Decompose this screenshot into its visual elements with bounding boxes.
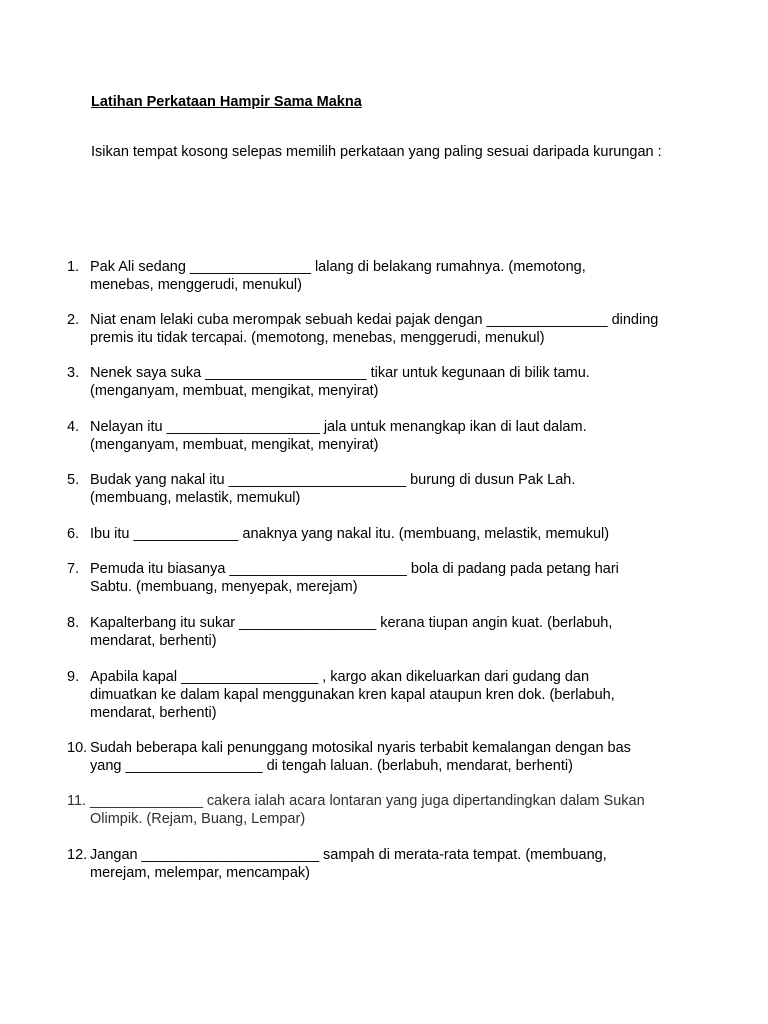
question-line: merejam, melempar, mencampak): [90, 865, 310, 881]
question-item: [67, 525, 707, 543]
question-item: [67, 792, 707, 828]
question-line: Niat enam lelaki cuba merompak sebuah kedai pajak dengan _______________ dinding: [90, 312, 659, 328]
question-text: [90, 418, 707, 454]
question-number: 10.: [67, 740, 88, 756]
question-line: Sudah beberapa kali penunggang motosikal nyaris terbabit kemalangan dengan bas: [90, 740, 631, 756]
question-item: [67, 739, 707, 775]
question-item: [67, 311, 707, 347]
question-line: menebas, menggerudi, menukul): [90, 277, 302, 293]
question-line: Ibu itu _____________ anaknya yang nakal itu. (membuang, melastik, memukul): [90, 526, 610, 542]
question-text: [90, 792, 707, 828]
question-line: Sabtu. (membuang, menyepak, merejam): [90, 579, 358, 595]
question-line: Olimpik. (Rejam, Buang, Lempar): [90, 811, 306, 827]
question-number: 2.: [67, 312, 80, 328]
question-item: [67, 846, 707, 882]
question-item: [67, 471, 707, 507]
question-number: 5.: [67, 472, 80, 488]
question-number: 7.: [67, 561, 80, 577]
question-line: Pak Ali sedang _______________ lalang di belakang rumahnya. (memotong,: [90, 259, 586, 275]
question-text: [90, 560, 707, 596]
question-line: dimuatkan ke dalam kapal menggunakan kren kapal ataupun kren dok. (berlabuh,: [90, 687, 615, 703]
question-text: [90, 525, 707, 543]
question-text: [90, 668, 707, 722]
question-number: 9.: [67, 669, 80, 685]
question-line: Nenek saya suka ____________________ tikar untuk kegunaan di bilik tamu.: [90, 365, 590, 381]
question-item: [67, 560, 707, 596]
worksheet-title: Latihan Perkataan Hampir Sama Makna: [91, 94, 362, 110]
question-text: [90, 364, 707, 400]
question-line: Jangan ______________________ sampah di merata-rata tempat. (membuang,: [90, 847, 607, 863]
question-text: [90, 846, 707, 882]
question-number: 6.: [67, 526, 80, 542]
question-line: Kapalterbang itu sukar _________________ kerana tiupan angin kuat. (berlabuh,: [90, 615, 613, 631]
question-item: [67, 258, 707, 294]
question-number: 8.: [67, 615, 80, 631]
question-line: Nelayan itu ___________________ jala untuk menangkap ikan di laut dalam.: [90, 419, 587, 435]
question-line: mendarat, berhenti): [90, 705, 217, 721]
question-item: [67, 614, 707, 650]
question-item: [67, 418, 707, 454]
question-line: (membuang, melastik, memukul): [90, 490, 301, 506]
question-number: 3.: [67, 365, 80, 381]
question-number: 12.: [67, 847, 88, 863]
question-item: [67, 364, 707, 400]
question-text: [90, 471, 707, 507]
question-line: ______________ cakera ialah acara lontaran yang juga dipertandingkan dalam Sukan: [90, 793, 645, 809]
question-text: [90, 739, 707, 775]
question-line: Pemuda itu biasanya ______________________ bola di padang pada petang hari: [90, 561, 619, 577]
question-line: Budak yang nakal itu ______________________ burung di dusun Pak Lah.: [90, 472, 576, 488]
question-text: [90, 311, 707, 347]
question-line: mendarat, berhenti): [90, 633, 217, 649]
question-line: (menganyam, membuat, mengikat, menyirat): [90, 437, 379, 453]
worksheet-instruction: Isikan tempat kosong selepas memilih perkataan yang paling sesuai daripada kurungan :: [91, 144, 662, 160]
question-text: [90, 614, 707, 650]
question-number: 1.: [67, 259, 80, 275]
question-number: 11.: [67, 793, 87, 809]
question-line: (menganyam, membuat, mengikat, menyirat): [90, 383, 379, 399]
question-line: premis itu tidak tercapai. (memotong, menebas, menggerudi, menukul): [90, 330, 545, 346]
question-text: [90, 258, 707, 294]
question-line: Apabila kapal _________________ , kargo akan dikeluarkan dari gudang dan: [90, 669, 590, 685]
question-line: yang _________________ di tengah laluan. (berlabuh, mendarat, berhenti): [90, 758, 573, 774]
question-item: [67, 668, 707, 722]
question-number: 4.: [67, 419, 80, 435]
